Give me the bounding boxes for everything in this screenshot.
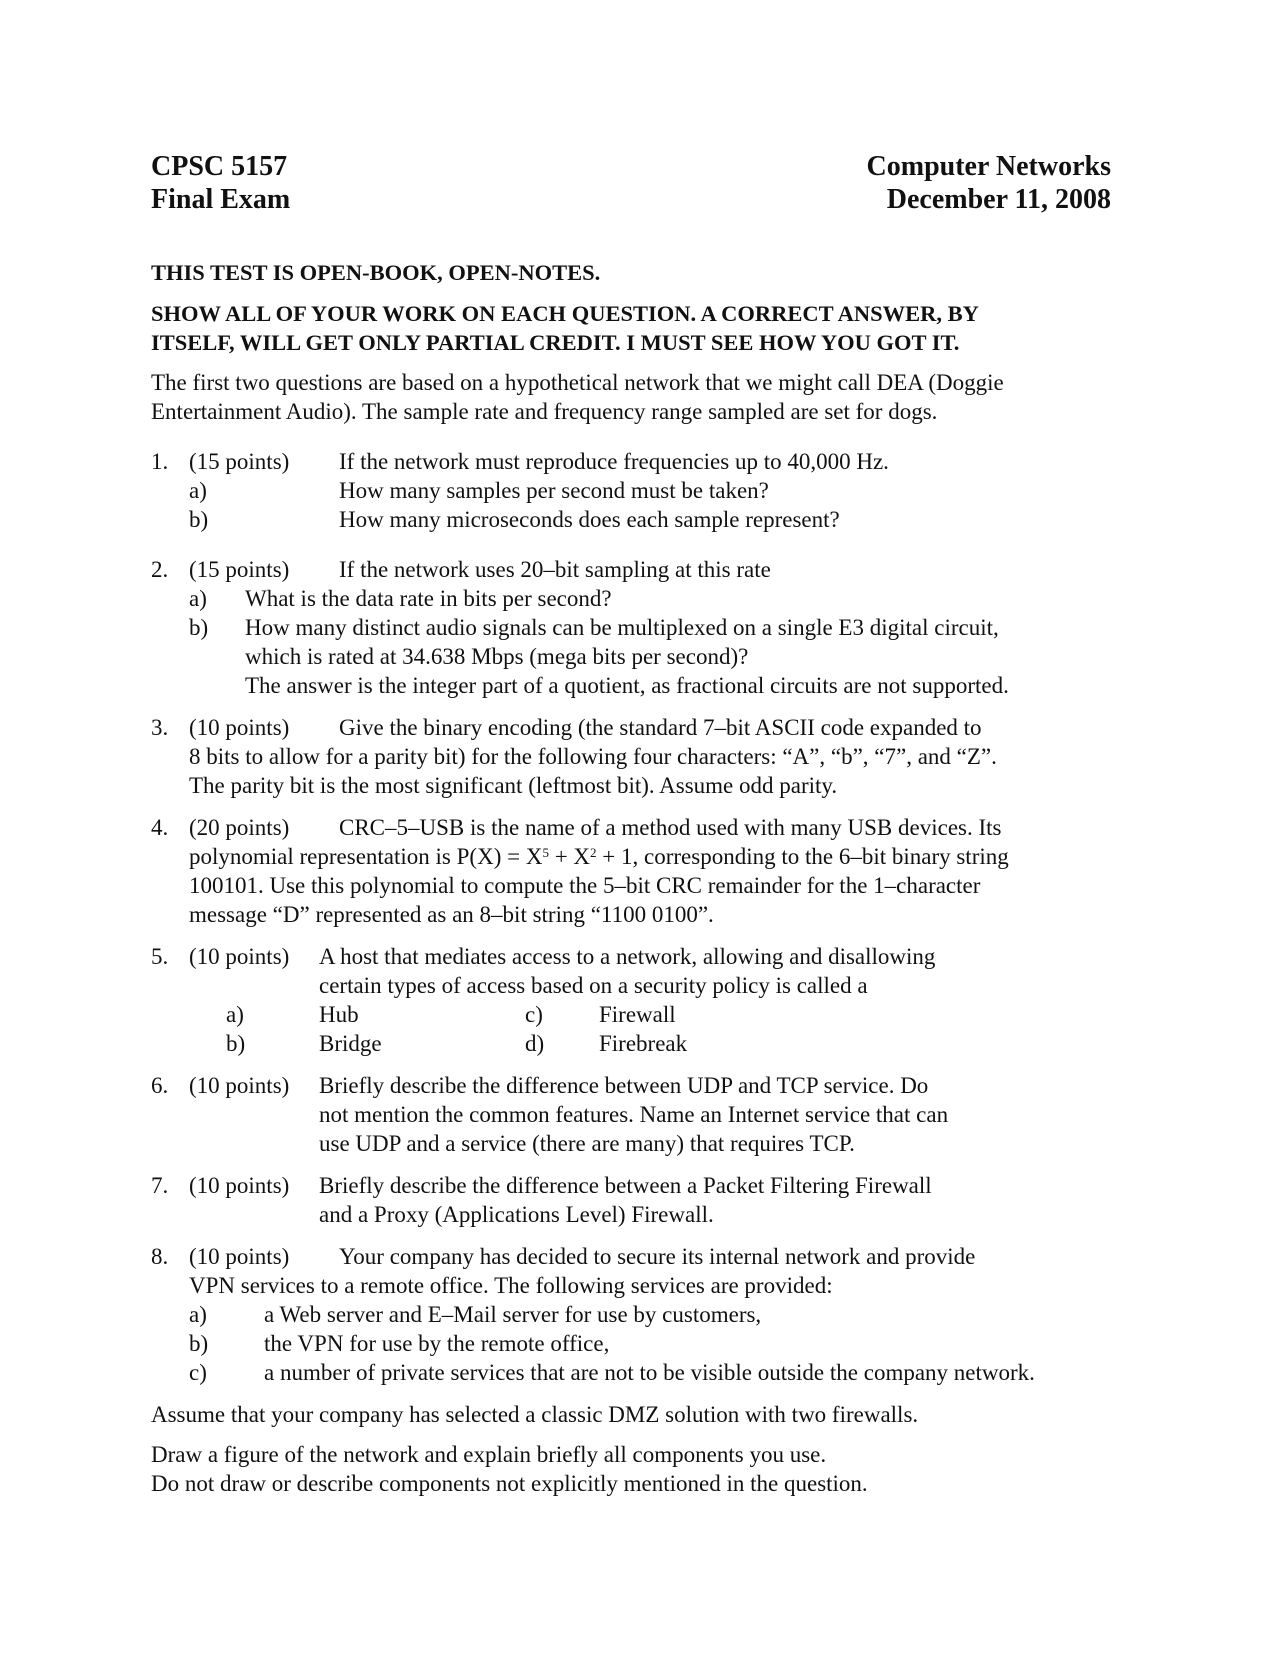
part-label: b) <box>189 1331 209 1356</box>
question-5 <box>151 942 1111 1058</box>
question-number: 2. <box>151 557 169 582</box>
question-3 <box>151 713 1111 800</box>
polynomial-text: + 1, corresponding to the 6–bit binary string <box>596 844 1009 869</box>
choice-text: Firewall <box>599 1002 676 1027</box>
part-label: a) <box>189 1302 207 1327</box>
choice-text: Hub <box>319 1002 359 1027</box>
question-text: Give the binary encoding (the standard 7–bit ASCII code expanded to <box>339 715 982 740</box>
question-text-line-4: message “D” represented as an 8–bit string “1100 0100”. <box>189 902 714 927</box>
polynomial-line <box>151 842 1111 871</box>
choice-row-1 <box>151 1000 1111 1029</box>
question-text: A host that mediates access to a network, allowing and disallowing <box>319 944 936 969</box>
exam-date: December 11, 2008 <box>886 184 1111 215</box>
question-text: If the network uses 20–bit sampling at this rate <box>339 557 771 582</box>
question-points: (10 points) <box>189 1173 290 1198</box>
question-text-line-2: and a Proxy (Applications Level) Firewall. <box>319 1202 714 1227</box>
question-text-line-3: The parity bit is the most significant (leftmost bit). Assume odd parity. <box>189 773 838 798</box>
part-label: a) <box>189 586 207 611</box>
draw-instructions <box>151 1440 1111 1498</box>
course-number: CPSC 5157 <box>151 151 288 182</box>
exam-header <box>151 150 1111 216</box>
exponent: 5 <box>542 845 549 860</box>
question-text-line-2: VPN services to a remote office. The following services are provided: <box>189 1273 833 1298</box>
question-text: Briefly describe the difference between a Packet Filtering Firewall <box>319 1173 932 1198</box>
part-text: How many microseconds does each sample represent? <box>339 507 840 532</box>
part-label: b) <box>189 615 209 640</box>
question-points: (15 points) <box>189 557 290 582</box>
question-7 <box>151 1171 1111 1229</box>
intro-line-1: The first two questions are based on a hypothetical network that we might call DEA (Doggie <box>151 370 1004 395</box>
course-subject: Computer Networks <box>866 151 1111 182</box>
choice-label: a) <box>226 1002 244 1027</box>
question-text-line-3: 100101. Use this polynomial to compute the 5–bit CRC remainder for the 1–character <box>189 873 981 898</box>
part-text <box>245 613 1009 700</box>
part-text: a number of private services that are not to be visible outside the company network. <box>264 1360 1035 1385</box>
question-points: (10 points) <box>189 715 290 740</box>
question-points: (10 points) <box>189 1244 290 1269</box>
polynomial-text: polynomial representation is P(X) = X <box>189 844 543 869</box>
part-label: c) <box>189 1360 207 1385</box>
question-number: 5. <box>151 944 169 969</box>
choice-text: Firebreak <box>599 1031 688 1056</box>
question-number: 1. <box>151 449 169 474</box>
part-line-2: which is rated at 34.638 Mbps (mega bits per second)? <box>245 644 749 669</box>
question-number: 6. <box>151 1073 169 1098</box>
part-label: b) <box>189 507 209 532</box>
choice-label: d) <box>525 1031 545 1056</box>
question-number: 8. <box>151 1244 169 1269</box>
question-text-line-2: not mention the common features. Name an Internet service that can <box>319 1102 949 1127</box>
part-text: the VPN for use by the remote office, <box>264 1331 610 1356</box>
dmz-assumption: Assume that your company has selected a classic DMZ solution with two firewalls. <box>151 1402 919 1427</box>
question-4 <box>151 813 1111 929</box>
header-left <box>151 150 290 216</box>
show-work-notice <box>151 299 1111 357</box>
part-text: How many samples per second must be taken? <box>339 478 769 503</box>
question-points: (15 points) <box>189 449 290 474</box>
open-book-notice: THIS TEST IS OPEN-BOOK, OPEN-NOTES. <box>151 260 601 285</box>
draw-line-2: Do not draw or describe components not explicitly mentioned in the question. <box>151 1471 868 1496</box>
choice-label: c) <box>525 1002 543 1027</box>
show-work-line-2: ITSELF, WILL GET ONLY PARTIAL CREDIT. I MUST SEE HOW YOU GOT IT. <box>151 330 960 355</box>
choice-row-2 <box>151 1029 1111 1058</box>
question-text: If the network must reproduce frequencies up to 40,000 Hz. <box>339 449 889 474</box>
part-line-1: How many distinct audio signals can be multiplexed on a single E3 digital circuit, <box>245 615 999 640</box>
exam-page <box>151 150 1111 1498</box>
draw-line-1: Draw a figure of the network and explain briefly all components you use. <box>151 1442 827 1467</box>
question-text-line-3: use UDP and a service (there are many) that requires TCP. <box>319 1131 855 1156</box>
question-6 <box>151 1071 1111 1158</box>
show-work-line-1: SHOW ALL OF YOUR WORK ON EACH QUESTION. A CORRECT ANSWER, BY <box>151 301 979 326</box>
question-number: 4. <box>151 815 169 840</box>
question-text-line-2: 8 bits to allow for a parity bit) for the following four characters: “A”, “b”, “7”, and “Z”. <box>189 744 997 769</box>
question-text-line-2: certain types of access based on a security policy is called a <box>319 973 868 998</box>
polynomial-text: + X <box>548 844 591 869</box>
exponent: 2 <box>590 845 597 860</box>
choice-label: b) <box>226 1031 246 1056</box>
exam-title: Final Exam <box>151 184 291 215</box>
question-2 <box>151 555 1111 700</box>
question-number: 7. <box>151 1173 169 1198</box>
question-text: Briefly describe the difference between UDP and TCP service. Do <box>319 1073 929 1098</box>
part-line-3: The answer is the integer part of a quotient, as fractional circuits are not supported. <box>245 673 1009 698</box>
intro-line-2: Entertainment Audio). The sample rate and frequency range sampled are set for dogs. <box>151 399 938 424</box>
part-text: What is the data rate in bits per second? <box>245 586 612 611</box>
part-label: a) <box>189 478 207 503</box>
question-points: (10 points) <box>189 944 290 969</box>
header-right <box>867 150 1111 216</box>
question-number: 3. <box>151 715 169 740</box>
question-1 <box>151 447 1111 534</box>
question-points: (20 points) <box>189 815 290 840</box>
choice-text: Bridge <box>319 1031 382 1056</box>
question-8 <box>151 1242 1111 1387</box>
part-text: a Web server and E–Mail server for use by customers, <box>264 1302 762 1327</box>
question-text: CRC–5–USB is the name of a method used with many USB devices. Its <box>339 815 1002 840</box>
question-text: Your company has decided to secure its internal network and provide <box>339 1244 976 1269</box>
question-points: (10 points) <box>189 1073 290 1098</box>
intro-paragraph <box>151 368 1111 426</box>
